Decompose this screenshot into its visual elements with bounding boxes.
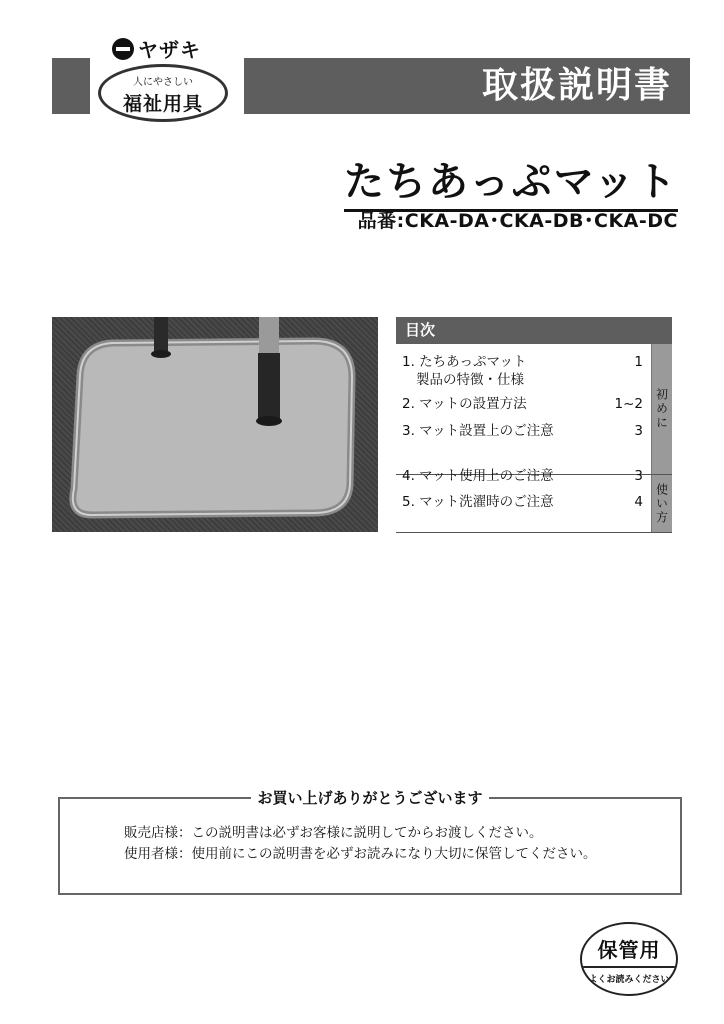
toc-section-beginning: 初めに: [651, 344, 672, 474]
toc-item-page: 3: [634, 423, 643, 439]
thanks-line-user: 使用者様：使用前にこの説明書を必ずお読みになり大切に保管してください。: [124, 846, 597, 862]
thanks-title: お買い上げありがとうございます: [251, 789, 488, 807]
brand-name: ヤザキ: [138, 38, 201, 62]
brand-logo: [112, 34, 201, 63]
toc-item-3[interactable]: [402, 422, 647, 441]
toc-item-4[interactable]: [402, 467, 647, 486]
mat-illustration: [52, 317, 378, 532]
manual-title: 取扱説明書: [481, 65, 672, 106]
keep-stamp-title: 保管用: [597, 938, 661, 962]
table-of-contents: [396, 317, 672, 533]
brand-mark-icon: [112, 38, 134, 60]
toc-item-5[interactable]: [402, 493, 647, 512]
toc-item-2[interactable]: [402, 395, 647, 414]
toc-item-label: 3. マット設置上のご注意: [402, 423, 554, 439]
toc-item-page: 1~2: [614, 396, 643, 412]
keep-stamp-rule: [582, 966, 676, 968]
toc-item-page: 3: [634, 468, 643, 484]
toc-item-label: 4. マット使用上のご注意: [402, 468, 554, 484]
badge-title: 福祉用具: [122, 93, 203, 115]
toc-item-page: 4: [634, 494, 643, 510]
toc-item-label: 2. マットの設置方法: [402, 396, 527, 412]
toc-section-usage: 使い方: [651, 475, 672, 533]
thanks-title-wrap: [0, 787, 724, 808]
keep-stamp-note: よくお読みください: [588, 975, 670, 985]
toc-item-label-2: 製品の特徴・仕様: [416, 372, 524, 388]
product-photo: [52, 317, 378, 532]
toc-item-1-sub: [402, 371, 647, 390]
toc-item-label: 5. マット洗濯時のご注意: [402, 494, 554, 510]
toc-item-page: 1: [634, 354, 643, 370]
toc-item-1[interactable]: [402, 353, 647, 372]
keep-stamp: [580, 922, 678, 996]
badge-tagline: 人にやさしい: [133, 77, 193, 88]
model-number: 品番:CKA-DA･CKA-DB･CKA-DC: [357, 210, 678, 232]
header-left-bar: [52, 58, 90, 114]
welfare-badge: [98, 64, 228, 122]
toc-item-label: 1. たちあっぷマット: [402, 354, 527, 370]
thanks-line-retailer: 販売店様：この説明書は必ずお客様に説明してからお渡しください。: [124, 825, 543, 841]
product-name: たちあっぷマット: [344, 150, 678, 212]
toc-bottom-rule: [396, 532, 672, 533]
toc-heading: 目次: [396, 317, 672, 344]
